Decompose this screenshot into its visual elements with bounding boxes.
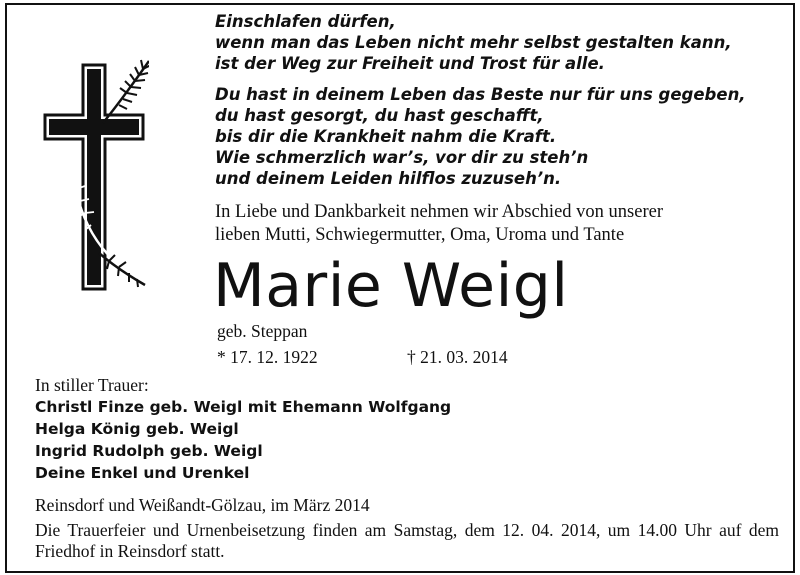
- poem-line: bis dir die Krankheit nahm die Kraft.: [215, 127, 557, 146]
- poem-line: und deinem Leiden hilflos zuzuseh’n.: [215, 169, 562, 188]
- farewell-intro: [215, 201, 775, 247]
- poem-line: wenn man das Leben nicht mehr selbst gestalten kann,: [215, 33, 732, 52]
- mourner-name: Deine Enkel und Urenkel: [35, 464, 250, 482]
- mourner-name: Ingrid Rudolph geb. Weigl: [35, 442, 263, 460]
- poem-line: Wie schmerzlich war’s, vor dir zu steh’n: [215, 148, 589, 167]
- life-dates: [217, 347, 508, 368]
- mourners-label: In stiller Trauer:: [35, 375, 149, 395]
- mourner-name: Helga König geb. Weigl: [35, 420, 239, 438]
- poem-stanza-1: [215, 11, 775, 74]
- poem-line: Einschlafen dürfen,: [215, 12, 396, 31]
- death-date: † 21. 03. 2014: [407, 347, 508, 367]
- poem-line: du hast gesorgt, du hast geschafft,: [215, 106, 544, 125]
- place-date: Reinsdorf und Weißandt-Gölzau, im März 2014: [35, 495, 370, 515]
- intro-line: In Liebe und Dankbarkeit nehmen wir Abschied von unserer: [215, 202, 663, 222]
- intro-line: lieben Mutti, Schwiegermutter, Oma, Uroma und Tante: [215, 225, 625, 245]
- cross-with-palm-icon: [39, 53, 149, 303]
- deceased-name: Marie Weigl: [213, 251, 569, 321]
- poem-line: Du hast in deinem Leben das Beste nur für uns gegeben,: [215, 85, 746, 104]
- closing: [35, 495, 779, 562]
- birth-name: geb. Steppan: [217, 321, 308, 341]
- poem-stanza-2: [215, 84, 775, 189]
- mourners: [35, 375, 775, 484]
- obituary-card: [5, 3, 795, 573]
- funeral-notice: Die Trauerfeier und Urnenbeisetzung finden am Samstag, dem 12. 04. 2014, um 14.00 Uhr auf dem Friedhof in Reinsdorf statt.: [35, 520, 779, 561]
- mourner-name: Christl Finze geb. Weigl mit Ehemann Wolfgang: [35, 398, 452, 416]
- birth-date: * 17. 12. 1922: [217, 347, 318, 367]
- poem: [215, 11, 775, 189]
- poem-line: ist der Weg zur Freiheit und Trost für alle.: [215, 54, 605, 73]
